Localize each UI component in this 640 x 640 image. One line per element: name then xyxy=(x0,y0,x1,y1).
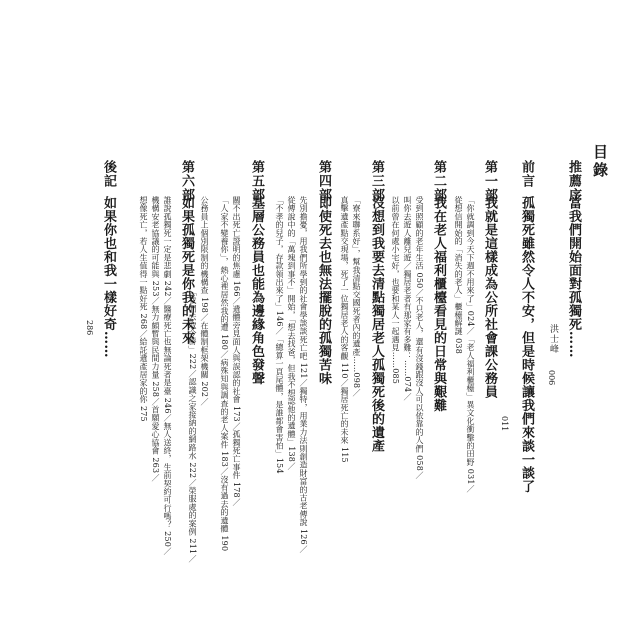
part1-label: 第一部 xyxy=(482,160,497,202)
epilogue-page: 286 xyxy=(85,320,94,336)
part6-item: 誰說孤獨死一定是悲劇 242／醫療死亡也無論死者是臺 246／無人送終，生前契約可行嗎？ 250／ xyxy=(163,196,172,556)
part1-item: 「你就調到今天下週不用來了」024／「老人福利櫃檯」異文化衝擊的田野 031／ xyxy=(466,196,475,493)
part6-heading: 如果孤獨死是你我的未來 xyxy=(179,196,194,345)
recommend-label: 推薦序 xyxy=(566,160,581,202)
part1-heading: 我就是這樣成為公所社會課公務員 xyxy=(482,196,497,399)
preface-page: 011 xyxy=(500,416,509,432)
part3-item: 「寮來聯系好」，幫我清點交國死者內的遺產……098／ xyxy=(352,196,361,397)
part4-heading: 即使死去也無法擺脫的孤獨苦味 xyxy=(316,196,331,385)
part6-item: 想像死亡，若人生值得一點好死 268／給託遺產居家的你 275 xyxy=(139,196,148,422)
part1-item: 從想信開始的「消失的老人」櫃檯解謎 038 xyxy=(454,196,463,355)
part5-item: 「人家不變養你」，熱心裡居然我的遭 180／病殊知與調查的老人案件 183／沒有過去的遺體 190 xyxy=(220,196,229,552)
part4-item: 先別擔憂，用我們所學到的社會學談談死亡吧 121／獨特，用業力法則創造財富的古老傳說 126／ xyxy=(299,196,308,554)
part6-item: 「我們去取今勝」222／認識之家接納的網路水 222／榮服處的案例 211／ xyxy=(188,288,197,563)
part6-label: 第六部 xyxy=(179,160,194,202)
part3-heading: 沒想到我要去清點獨居老人孤獨死後的遺產 xyxy=(369,196,384,453)
preface-label: 前言 xyxy=(519,160,534,188)
part6-item: 機構安老協議的可能與 253／無力頗暫與民間力量 258／首願愛心協會 263／ xyxy=(151,196,160,482)
epilogue-label: 後記 xyxy=(101,160,116,188)
part6-item: 公務員上個別限制的機構查 198／在體制框架機關 202／ xyxy=(200,196,209,406)
part5-heading: 基層公務員也能為邊緣角色發聲 xyxy=(249,196,264,385)
part3-item: 真擊遺產點交現場，死了一位獨居老人的客觀 110／獨居死亡的未來 115 xyxy=(340,196,349,463)
part4-item: 「不孝的兒子，存款領出來了」146／「總算一頁尾體，是誰都會害怕」154 xyxy=(275,196,284,474)
part2-item: 受到照顧的老年生活 050／不只老人，還有沒錢跟沒人可以依靠的人們 058／ xyxy=(415,196,424,480)
recommend-page: 006 xyxy=(547,370,556,386)
preface-heading: 孤獨死雖然令人不安，但是時候讓我們來談一談了 xyxy=(519,196,534,493)
part5-label: 第五部 xyxy=(249,160,264,202)
toc-page xyxy=(30,120,614,563)
epilogue-heading: 如果你也和我一樣好奇…… xyxy=(101,196,116,358)
toc-title: 目錄 xyxy=(591,144,609,180)
part2-label: 第二部 xyxy=(431,160,446,202)
recommend-author: 洪士峰 xyxy=(548,324,558,354)
recommend-heading: 當我們開始面對孤獨死…… xyxy=(566,196,581,358)
part4-item: 從傳說中的「萬塊到事不」開始，「想去找爸，但我不想認他的遺體」138／ xyxy=(287,196,296,471)
part2-heading: 我在老人福利櫃檯看見的日常與艱難 xyxy=(431,196,446,412)
part5-item: 關不出死亡證明的焦慮 166／遺體旁見面人與誤認的社會 173／孤獨死亡事件 178／ xyxy=(232,196,241,507)
part4-label: 第四部 xyxy=(316,160,331,202)
part2-item: 叫你去遊人離兒遊／獨居老者有那家有多難：……074／ xyxy=(403,196,412,401)
part2-item: 以前曾在何處小宅好，也要和某人一起遇見……085 xyxy=(391,196,400,385)
part3-label: 第三部 xyxy=(369,160,384,202)
